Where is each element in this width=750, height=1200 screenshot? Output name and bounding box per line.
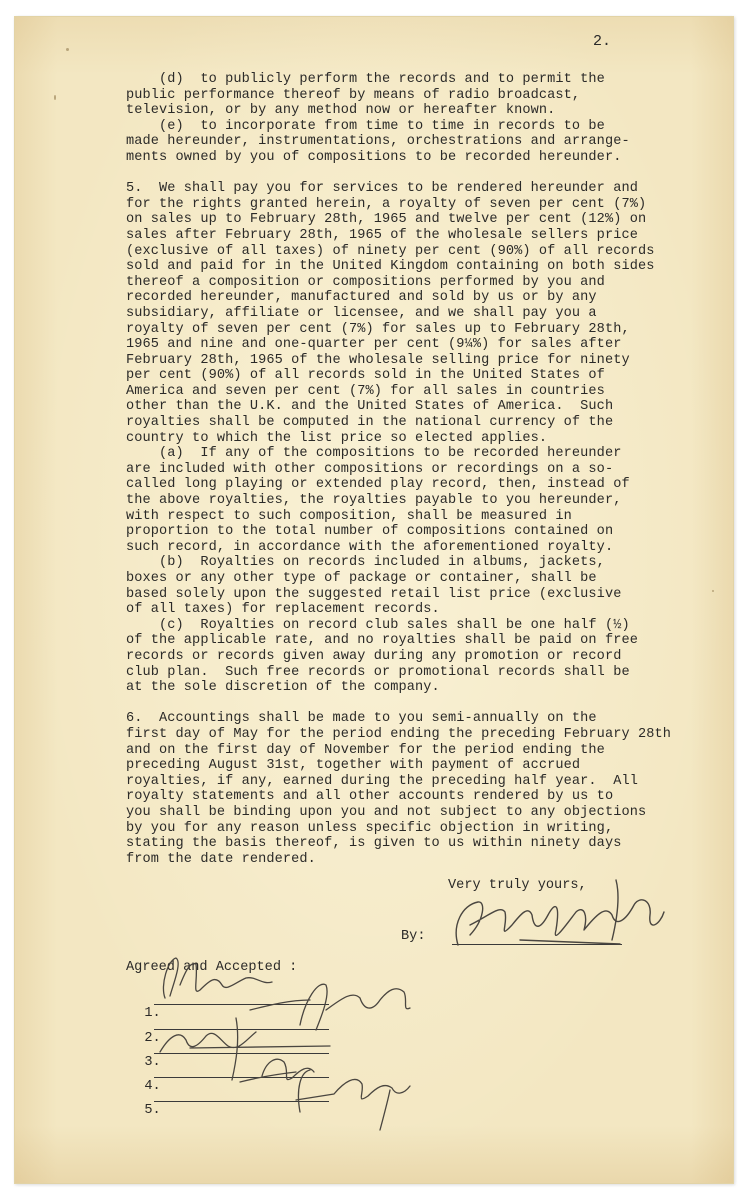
text-line: and on the first day of November for the period ending the xyxy=(126,742,605,758)
text-line: royalty statements and all other accounts rendered by us to xyxy=(126,789,614,805)
text-line: ments owned by you of compositions to be recorded hereunder. xyxy=(126,149,622,165)
text-line: (a) If any of the compositions to be recorded hereunder xyxy=(126,446,622,462)
paper-speck xyxy=(66,48,69,51)
agreed-accepted-label: Agreed and Accepted : xyxy=(126,960,298,975)
text-line: subsidiary, affiliate or licensee, and we shall pay you a xyxy=(126,305,597,321)
text-line: first day of May for the period ending the preceding February 28th xyxy=(126,726,671,742)
signature-line-number: 2. xyxy=(144,1031,161,1046)
text-line: 1965 and nine and one-quarter per cent (9¼%) for sales after xyxy=(126,337,622,353)
text-line: (exclusive of all taxes) of ninety per cent (90%) of all records xyxy=(126,243,655,259)
text-line: you shall be binding upon you and not subject to any objections xyxy=(126,804,647,820)
signature-line-number: 5. xyxy=(144,1103,161,1118)
text-line: country to which the list price so elected applies. xyxy=(126,430,548,446)
text-line: per cent (90%) of all records sold in the United States of xyxy=(126,368,605,384)
text-line: at the sole discretion of the company. xyxy=(126,680,440,696)
contract-body xyxy=(126,72,746,867)
page-number: 2. xyxy=(593,33,612,50)
text-line: 5. We shall pay you for services to be rendered hereunder and xyxy=(126,181,638,197)
text-line: thereof a composition or compositions performed by you and xyxy=(126,274,605,290)
text-line: made hereunder, instrumentations, orchestrations and arrange- xyxy=(126,134,630,150)
closing-salutation: Very truly yours, xyxy=(448,878,587,893)
text-line: from the date rendered. xyxy=(126,851,316,867)
text-line: public performance thereof by means of radio broadcast, xyxy=(126,87,581,103)
text-line: of the applicable rate, and no royalties shall be paid on free xyxy=(126,633,638,649)
text-line: (c) Royalties on record club sales shall be one half (½) xyxy=(126,617,630,633)
text-line: preceding August 31st, together with payment of accrued xyxy=(126,758,581,774)
text-line: (b) Royalties on records included in albums, jackets, xyxy=(126,555,605,571)
signature-line-number: 4. xyxy=(144,1079,161,1094)
text-line: proportion to the total number of compositions contained on xyxy=(126,524,614,540)
signature-line-number: 1. xyxy=(144,1006,161,1021)
text-line: boxes or any other type of package or container, shall be xyxy=(126,571,597,586)
text-line: sales after February 28th, 1965 of the wholesale sellers price xyxy=(126,227,638,243)
text-line: based solely upon the suggested retail list price (exclusive xyxy=(126,586,622,602)
text-line: February 28th, 1965 of the wholesale selling price for ninety xyxy=(126,352,630,368)
paragraph-gap xyxy=(126,166,746,182)
text-line: royalties shall be computed in the national currency of the xyxy=(126,415,614,431)
text-line: America and seven per cent (7%) for all sales in countries xyxy=(126,383,605,399)
text-line: royalty of seven per cent (7%) for sales up to February 28th, xyxy=(126,321,630,337)
text-line: are included with other compositions or recordings on a so- xyxy=(126,461,614,477)
text-line: by you for any reason unless specific objection in writing, xyxy=(126,820,614,836)
by-label: By: xyxy=(401,929,426,944)
text-line: (e) to incorporate from time to time in records to be xyxy=(126,118,605,134)
paper-speck xyxy=(712,590,714,592)
text-line: records or records given away during any promotion or record xyxy=(126,648,622,664)
text-line: recorded hereunder, manufactured and sold by us or by any xyxy=(126,290,597,306)
text-line: royalties, if any, earned during the preceding half year. All xyxy=(126,773,638,789)
text-line: the above royalties, the royalties payable to you hereunder, xyxy=(126,493,622,509)
by-signature-line xyxy=(452,944,622,945)
text-line: with respect to such composition, shall be measured in xyxy=(126,508,572,524)
paragraph-gap xyxy=(126,696,746,712)
text-line: television, or by any method now or hereafter known. xyxy=(126,103,556,119)
signature-line-number: 3. xyxy=(144,1055,161,1070)
text-line: sold and paid for in the United Kingdom containing on both sides xyxy=(126,259,655,275)
signature-line-5 xyxy=(128,1088,161,1118)
text-line: (d) to publicly perform the records and to permit the xyxy=(126,72,605,87)
text-line: stating the basis thereof, is given to us within ninety days xyxy=(126,836,622,852)
text-line: of all taxes) for replacement records. xyxy=(126,602,440,618)
text-line: 6. Accountings shall be made to you semi-annually on the xyxy=(126,711,597,727)
text-line: club plan. Such free records or promotional records shall be xyxy=(126,664,630,680)
text-line: on sales up to February 28th, 1965 and twelve per cent (12%) on xyxy=(126,212,647,228)
text-line: called long playing or extended play record, then, instead of xyxy=(126,477,630,493)
text-line: such record, in accordance with the aforementioned royalty. xyxy=(126,539,614,555)
text-line: other than the U.K. and the United States of America. Such xyxy=(126,399,614,415)
text-line: for the rights granted herein, a royalty of seven per cent (7%) xyxy=(126,196,647,212)
paper-speck xyxy=(54,95,56,100)
